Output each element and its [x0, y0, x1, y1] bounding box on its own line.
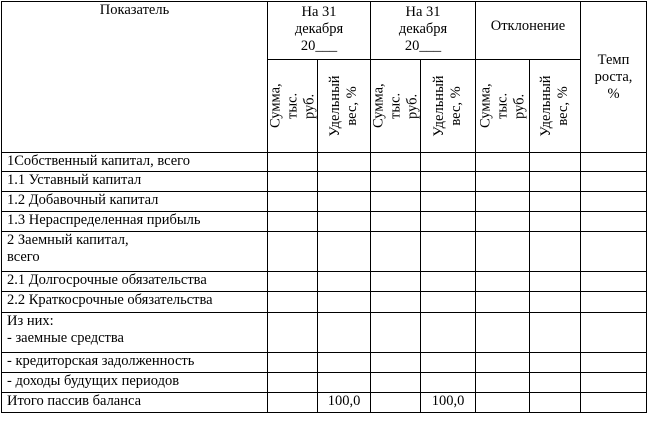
- cell-value: [421, 313, 476, 353]
- header-share-1: [318, 60, 371, 153]
- header-share-1-text: Удельный вес, %: [327, 75, 360, 137]
- cell-value: [371, 153, 421, 172]
- cell-value: [476, 192, 530, 212]
- header-growth-rate: Темп роста, %: [581, 2, 647, 153]
- cell-value: [268, 153, 318, 172]
- table-row: [2, 313, 647, 353]
- row-label: 1.1 Уставный капитал: [2, 172, 268, 192]
- cell-value: [476, 172, 530, 192]
- cell-value: [530, 313, 581, 353]
- cell-value: [318, 192, 371, 212]
- cell-value: [371, 232, 421, 272]
- row-label: Из них: - заемные средства: [2, 313, 268, 353]
- cell-value: [268, 373, 318, 393]
- cell-value: [268, 313, 318, 353]
- cell-value: [371, 353, 421, 373]
- cell-value: [476, 232, 530, 272]
- cell-value: [421, 353, 476, 373]
- balance-liabilities-table: [1, 1, 647, 413]
- row-label: - доходы будущих периодов: [2, 373, 268, 393]
- header-sum-1: [268, 60, 318, 153]
- cell-value: [421, 153, 476, 172]
- header-share-2-text: Удельный вес, %: [431, 75, 464, 137]
- cell-value: [421, 272, 476, 292]
- header-share-dev-text: Удельный вес, %: [538, 75, 571, 137]
- header-period-2: На 31 декабря 20___: [371, 2, 476, 60]
- table-row: [2, 153, 647, 172]
- cell-value: [476, 212, 530, 232]
- cell-value: [318, 313, 371, 353]
- cell-value: [476, 292, 530, 313]
- cell-value: [318, 353, 371, 373]
- cell-value: [476, 353, 530, 373]
- cell-value: [581, 172, 647, 192]
- table-row: [2, 353, 647, 373]
- cell-value: [318, 272, 371, 292]
- cell-value: [421, 172, 476, 192]
- row-label: 2.2 Краткосрочные обязательства: [2, 292, 268, 313]
- cell-value: [268, 272, 318, 292]
- header-sum-2: [371, 60, 421, 153]
- cell-value: [530, 172, 581, 192]
- cell-value: [268, 353, 318, 373]
- header-sum-1-text: Сумма, тыс. руб.: [267, 83, 317, 129]
- table-row: [2, 232, 647, 272]
- cell-value: [371, 212, 421, 232]
- cell-value: [476, 313, 530, 353]
- cell-value: [318, 153, 371, 172]
- cell-value: [318, 232, 371, 272]
- row-label: - кредиторская задолженность: [2, 353, 268, 373]
- cell-value: [421, 292, 476, 313]
- cell-share-total-1: 100,0: [318, 393, 371, 413]
- header-share-2: [421, 60, 476, 153]
- cell-value: [371, 313, 421, 353]
- cell-value: [530, 192, 581, 212]
- cell-value: [371, 393, 421, 413]
- row-label: Итого пассив баланса: [2, 393, 268, 413]
- table-row: [2, 373, 647, 393]
- cell-value: [268, 232, 318, 272]
- cell-value: [581, 192, 647, 212]
- cell-value: [581, 353, 647, 373]
- table-row: [2, 172, 647, 192]
- cell-value: [268, 172, 318, 192]
- cell-value: [530, 292, 581, 313]
- cell-value: [318, 373, 371, 393]
- row-label: 1.2 Добавочный капитал: [2, 192, 268, 212]
- cell-value: [476, 393, 530, 413]
- header-share-dev: [530, 60, 581, 153]
- cell-value: [268, 192, 318, 212]
- cell-value: [318, 172, 371, 192]
- cell-value: [581, 232, 647, 272]
- cell-value: [581, 373, 647, 393]
- cell-value: [581, 313, 647, 353]
- cell-value: [530, 212, 581, 232]
- cell-value: [371, 192, 421, 212]
- cell-share-total-2: 100,0: [421, 393, 476, 413]
- cell-value: [421, 192, 476, 212]
- cell-value: [268, 212, 318, 232]
- row-label: 2.1 Долгосрочные обязательства: [2, 272, 268, 292]
- cell-value: [476, 373, 530, 393]
- header-sum-dev-text: Сумма, тыс. руб.: [477, 83, 527, 129]
- cell-value: [318, 212, 371, 232]
- header-deviation: Отклонение: [476, 2, 581, 60]
- cell-value: [530, 232, 581, 272]
- cell-value: [421, 373, 476, 393]
- cell-value: [530, 373, 581, 393]
- row-label: 1.3 Нераспределенная прибыль: [2, 212, 268, 232]
- cell-value: [421, 212, 476, 232]
- cell-value: [371, 172, 421, 192]
- header-sum-dev: [476, 60, 530, 153]
- cell-value: [530, 393, 581, 413]
- row-label: 2 Заемный капитал, всего: [2, 232, 268, 272]
- table-row: [2, 192, 647, 212]
- cell-value: [371, 272, 421, 292]
- cell-value: [581, 153, 647, 172]
- cell-value: [268, 393, 318, 413]
- header-row-top: [2, 2, 647, 60]
- table-row: [2, 272, 647, 292]
- cell-value: [581, 292, 647, 313]
- header-indicator: Показатель: [2, 2, 268, 153]
- cell-value: [530, 153, 581, 172]
- row-label: 1Собственный капитал, всего: [2, 153, 268, 172]
- header-sum-2-text: Сумма, тыс. руб.: [370, 83, 420, 129]
- table-body: [2, 153, 647, 413]
- cell-value: [476, 272, 530, 292]
- cell-value: [476, 153, 530, 172]
- cell-value: [530, 272, 581, 292]
- cell-value: [318, 292, 371, 313]
- cell-value: [530, 353, 581, 373]
- cell-value: [581, 393, 647, 413]
- table-row: [2, 292, 647, 313]
- cell-value: [268, 292, 318, 313]
- cell-value: [371, 292, 421, 313]
- cell-value: [371, 373, 421, 393]
- table-row: [2, 212, 647, 232]
- cell-value: [581, 272, 647, 292]
- cell-value: [581, 212, 647, 232]
- header-period-1: На 31 декабря 20___: [268, 2, 371, 60]
- table-row-total: [2, 393, 647, 413]
- cell-value: [421, 232, 476, 272]
